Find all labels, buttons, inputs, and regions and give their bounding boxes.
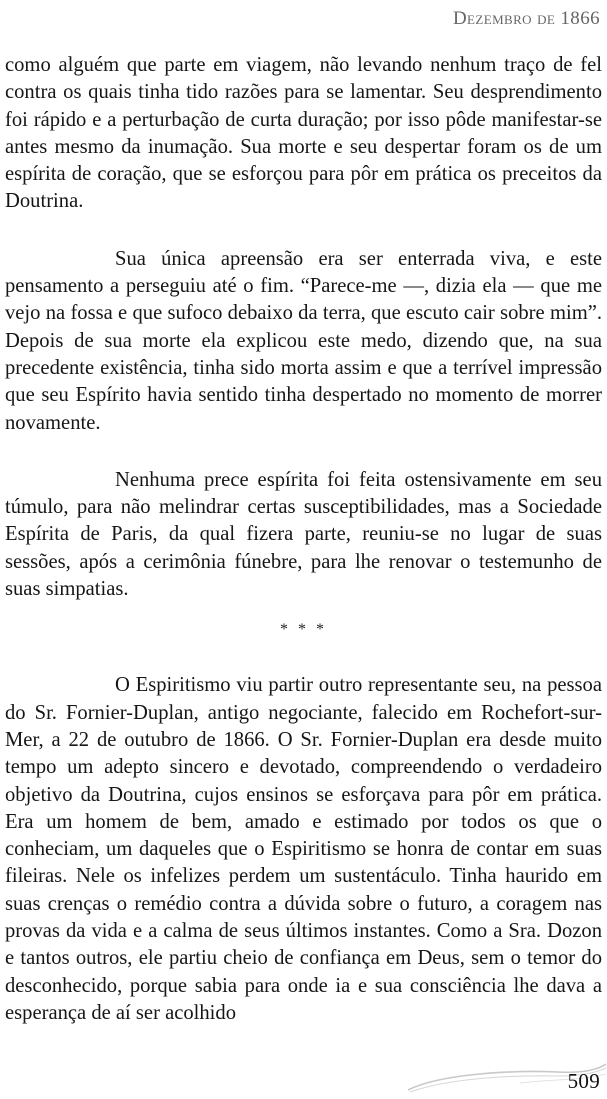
paragraph-burial-fear: Sua única apreensão era ser enterrada viva, e este pensamento a perseguiu até o fim. “Parece-me —, dizia ela — que me vejo na fossa e que sufoco debaixo da terra, que escuto cair sobre mim”. Depois de sua morte ela explicou este medo, dizendo que, na sua precedente existência, tinha sido morta assim e que a terrível impressão que seu Espírito havia sentido tinha despertado no momento de morrer novamente. [5, 247, 602, 434]
paragraph-continuation: como alguém que parte em viagem, não levando nenhum traço de fel contra os quais tinha tido razões para se lamentar. Seu desprendimento foi rápido e a perturbação de curta duração; por isso pôde manifestar-se antes mesmo da inumação. Sua morte e seu despertar foram os de um espírita de coração, que se esforçou para pôr em prática os preceitos da Doutrina. [5, 54, 602, 213]
paragraph-fornier-duplan: O Espiritismo viu partir outro representante seu, na pessoa do Sr. Fornier-Duplan, antigo negociante, falecido em Rochefort-sur-Mer, a 22 de outubro de 1866. O Sr. Fornier-Duplan era desde muito tempo um adepto sincero e devotado, compreendendo o verdadeiro objetivo da Doutrina, cujos ensinos se esforçava para pôr em prática. Era um homem de bem, amado e estimado por todos os que o conheciam, um daqueles que o Espiritismo se honra de contar em suas fileiras. Nele os infelizes perdem um sustentáculo. Tinha haurido em suas crenças o remédio contra a dúvida sobre o futuro, a coragem nas provas da vida e a calma de seus últimos instantes. Como a Sra. Dozon e tantos outros, ele partiu cheio de confiança em Deus, sem o temor do desconhecido, porque sabia para onde ia e sua consciência lhe dava a esperança de aí ser acolhido [5, 674, 602, 1024]
paragraph-spacer [5, 437, 602, 467]
paragraph-prayer: Nenhuma prece espírita foi feita ostensivamente em seu túmulo, para não melindrar certas susceptibilidades, mas a Sociedade Espírita de Paris, da qual fizera parte, reuniu-se no lugar de suas sessões, após a cerimônia fúnebre, para lhe renovar o testemunho de suas simpatias. [5, 468, 602, 601]
page-header [0, 2, 600, 38]
paragraph-spacer [5, 216, 602, 246]
running-head: Dezembro de 1866 [452, 8, 600, 29]
section-break-asterisks: * * * [280, 621, 327, 639]
page-number: 509 [567, 1069, 600, 1093]
text-column [5, 52, 602, 1027]
page-footer [400, 1030, 607, 1099]
paragraph-spacer [5, 643, 602, 672]
